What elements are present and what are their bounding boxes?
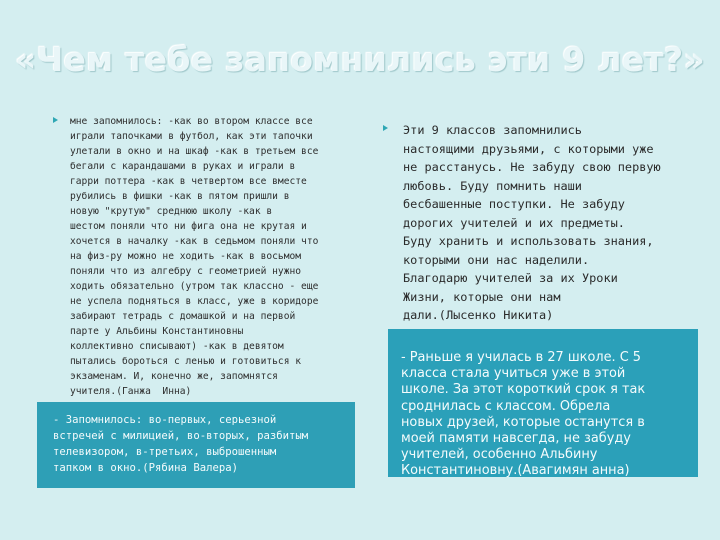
right-highlight-box bbox=[388, 329, 698, 477]
slide-title: «Чем тебе запомнились эти 9 лет?» bbox=[14, 40, 706, 79]
left-box-text: - Запомнилось: во-первых, серьезной встречей с милицией, во-вторых, разбитым телевизором, в-третьих, выброшенным тапком в окно.(Рябина Валера) bbox=[53, 414, 309, 474]
right-box-text: - Раньше я училась в 27 школе. С 5 класса стала учиться уже в этой школе. За этот короткий срок я так сроднилась с классом. Обрела новых друзей, которые останутся в моей памяти навсегда, не забуду учителей, особенно Альбину Константиновну.(Авагимян анна) bbox=[401, 350, 646, 479]
bullet-icon bbox=[383, 125, 388, 131]
left-highlight-box bbox=[37, 402, 355, 488]
left-column-text: мне запомнилось: -как во втором классе все играли тапочками в футбол, как эти тапочки улетали в окно и на шкаф -как в третьем все бегали с карандашами в руках и играли в гарри поттера -как в четвертом все вместе рубились в фишки -как в пятом пришли в новую "крутую" среднюю школу -как в шестом поняли что ни фига она не крутая и хочется в началку -как в седьмом поняли что на физ-ру можно не ходить -как в восьмом поняли что из алгебру с геометрией нужно ходить обязательно (утром так классно - еще не успела подняться в класс, уже в коридоре забирают тетрадь с домашкой и на первой парте у Альбины Константиновны коллективно списывают) -как в девятом пытались бороться с ленью и готовиться к экзаменам. И, конечно же, запомнятся учителя.(Ганжа Инна) bbox=[70, 116, 319, 397]
right-column-text: Эти 9 классов запомнились настоящими друзьями, с которыми уже не расстанусь. Не забуду свою первую любовь. Буду помнить наши бесбашенные поступки. Не забуду дорогих учителей и их предметы. Буду хранить и использовать знания, которыми они нас наделили. Благодарю учителей за их Уроки Жизни, которые они нам дали.(Лысенко Никита) bbox=[403, 123, 661, 322]
bullet-icon bbox=[53, 117, 58, 123]
